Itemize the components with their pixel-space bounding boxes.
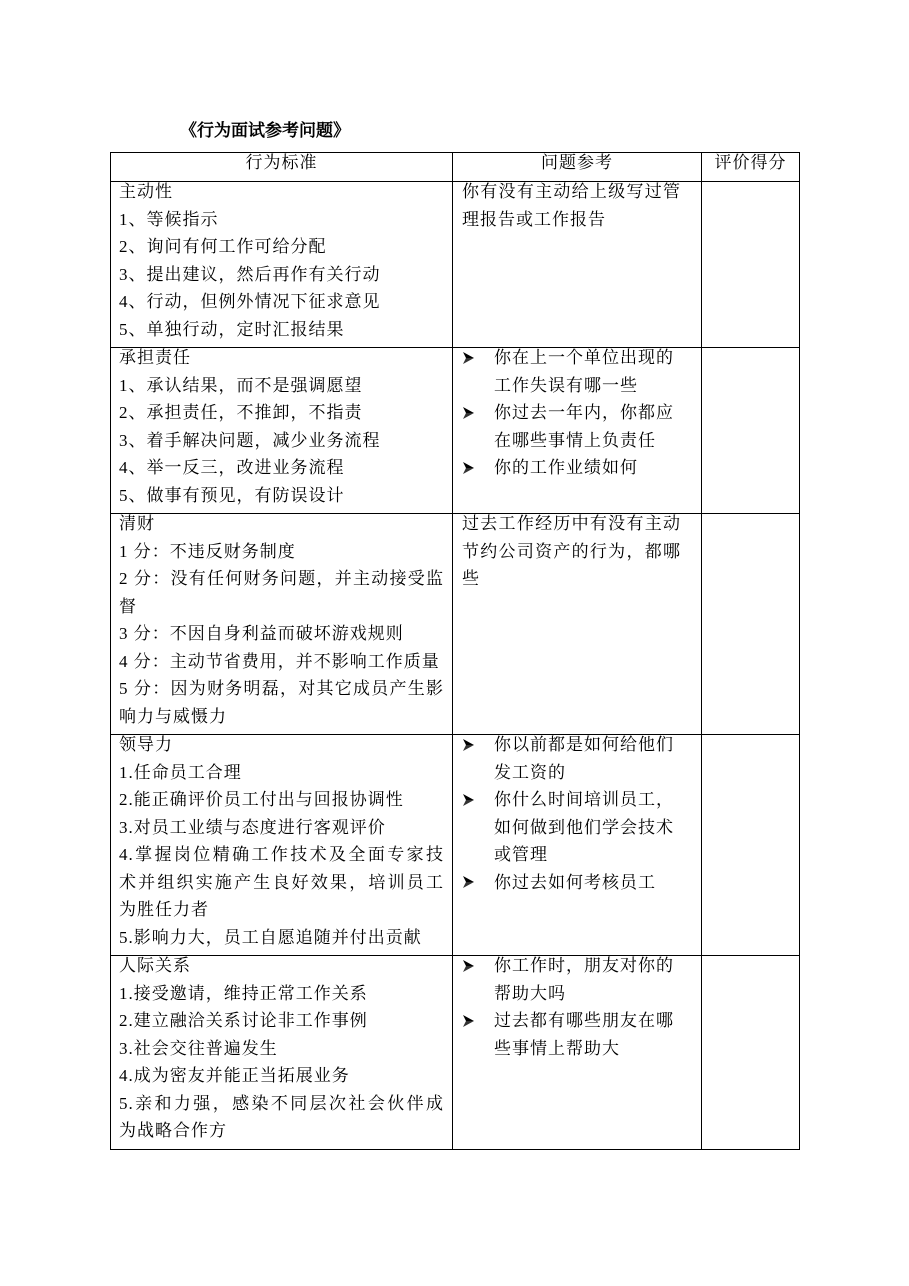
- question-bullet-text: [494, 735, 674, 787]
- bullet-marker: [462, 1007, 494, 1035]
- level-item: [119, 206, 444, 234]
- question-line: 些: [462, 569, 480, 588]
- level-item-line: 3.社会交往普遍发生: [119, 1038, 278, 1058]
- standard-content: [119, 182, 444, 344]
- question-bullet-text: [494, 786, 674, 869]
- level-item-line: 1.任命员工合理: [119, 762, 242, 782]
- level-item: [119, 233, 444, 261]
- standard-content: [119, 956, 444, 1145]
- question-bullet-text: [494, 1007, 674, 1062]
- table-row: [111, 182, 800, 348]
- questions-cell: [453, 735, 702, 956]
- question-line: 你在上一个单位出现的: [494, 348, 674, 367]
- question-line: 你有没有主动给上级写过管: [462, 182, 681, 201]
- header-score: [702, 153, 800, 182]
- standard-cell: [111, 348, 453, 514]
- table-header: [111, 153, 800, 182]
- score-cell: [702, 956, 800, 1150]
- level-item-line: 1 分：不违反财务制度: [119, 541, 296, 561]
- level-item: [119, 814, 444, 842]
- arrowhead-bullet-icon: [463, 352, 474, 364]
- criterion-title: 主动性: [119, 182, 173, 201]
- question-bullet: [462, 869, 681, 897]
- level-item: [119, 648, 444, 676]
- level-item-line: 2 分：没有任何财务问题，并主动接受监: [119, 569, 444, 588]
- question-line: 节约公司资产的行为，都哪: [462, 541, 681, 561]
- question-line: 过去工作经历中有没有主动: [462, 514, 681, 533]
- level-item-line: 2、询问有何工作可给分配: [119, 237, 327, 256]
- criterion-title: 人际关系: [119, 956, 191, 975]
- level-item: [119, 261, 444, 289]
- level-item: [119, 454, 444, 482]
- standard-content: [119, 735, 444, 952]
- level-item-line: 5、做事有预见，有防误设计: [119, 485, 345, 505]
- questions-cell: [453, 182, 702, 348]
- standard-cell: [111, 735, 453, 956]
- question-bullet: [462, 786, 681, 869]
- question-bullet-text: [494, 348, 674, 400]
- criterion-title: 领导力: [119, 735, 173, 754]
- level-item: [119, 565, 444, 620]
- level-item-line: 4.掌握岗位精确工作技术及全面专家技: [119, 845, 444, 864]
- level-item-line: 3、提出建议，然后再作有关行动: [119, 264, 381, 284]
- level-item-line: 为胜任力者: [119, 900, 209, 919]
- arrowhead-bullet-icon: [463, 794, 474, 806]
- level-item-line: 响力与威慑力: [119, 706, 227, 726]
- standard-cell: [111, 514, 453, 735]
- bullet-marker: [462, 399, 494, 427]
- level-item: [119, 399, 444, 427]
- question-bullet: [462, 735, 681, 787]
- level-item-line: 5 分：因为财务明磊，对其它成员产生影: [119, 679, 444, 698]
- level-item: [119, 980, 444, 1008]
- bullet-marker: [462, 786, 494, 814]
- question-bullet: [462, 399, 681, 454]
- standard-content: [119, 514, 444, 731]
- criterion-title: 承担责任: [119, 348, 191, 367]
- arrowhead-bullet-icon: [463, 960, 474, 972]
- behavior-interview-table: [110, 152, 800, 1150]
- level-item: [119, 786, 444, 814]
- standard-content: [119, 348, 444, 510]
- question-line: 理报告或工作报告: [462, 209, 606, 229]
- level-item: [119, 759, 444, 787]
- question-line: 如何做到他们学会技术: [494, 817, 674, 837]
- header-questions: [453, 153, 702, 182]
- bullet-marker: [462, 869, 494, 897]
- criterion-title: 清财: [119, 514, 155, 533]
- level-item-line: 2.建立融洽关系讨论非工作事例: [119, 1011, 368, 1030]
- level-item: [119, 538, 444, 566]
- level-item-line: 4 分：主动节省费用，并不影响工作质量: [119, 651, 440, 671]
- questions-content: [462, 735, 681, 897]
- level-item: [119, 620, 444, 648]
- question-bullet: [462, 454, 681, 482]
- question-paragraph: [462, 182, 681, 234]
- level-item: [119, 1035, 444, 1063]
- level-item-line: 督: [119, 596, 137, 616]
- question-bullet-text: [494, 956, 674, 1008]
- level-item-line: 1、承认结果，而不是强调愿望: [119, 375, 363, 395]
- level-item-line: 术并组织实施产生良好效果，培训员工: [119, 872, 444, 892]
- bullet-marker: [462, 454, 494, 482]
- question-line: 发工资的: [494, 762, 566, 782]
- level-item-line: 4、行动，但例外情况下征求意见: [119, 292, 381, 311]
- bullet-marker: [462, 956, 494, 980]
- level-item: [119, 1007, 444, 1035]
- standard-cell: [111, 956, 453, 1150]
- question-bullet-text: [494, 399, 674, 454]
- question-bullet: [462, 348, 681, 400]
- level-item-line: 4、举一反三，改进业务流程: [119, 458, 345, 477]
- questions-content: [462, 956, 681, 1063]
- header-standard: [111, 153, 453, 182]
- question-line: 你以前都是如何给他们: [494, 735, 674, 754]
- question-bullet: [462, 956, 681, 1008]
- questions-content: [462, 182, 681, 234]
- level-item-line: 3 分：不因自身利益而破坏游戏规则: [119, 624, 404, 643]
- level-item-line: 2.能正确评价员工付出与回报协调性: [119, 790, 404, 809]
- level-item-line: 1、等候指示: [119, 209, 219, 229]
- arrowhead-bullet-icon: [463, 876, 474, 888]
- arrowhead-bullet-icon: [463, 739, 474, 751]
- question-line: 或管理: [494, 845, 548, 864]
- level-item: [119, 924, 444, 952]
- level-item: [119, 316, 444, 344]
- level-item-line: 1.接受邀请，维持正常工作关系: [119, 983, 368, 1003]
- questions-cell: [453, 348, 702, 514]
- table-row: [111, 735, 800, 956]
- questions-cell: [453, 514, 702, 735]
- level-item: [119, 675, 444, 730]
- level-item-line: 为战略合作方: [119, 1121, 227, 1140]
- level-item-line: 2、承担责任，不推卸，不指责: [119, 403, 363, 422]
- level-item-line: 5、单独行动，定时汇报结果: [119, 319, 345, 339]
- arrowhead-bullet-icon: [463, 407, 474, 419]
- table-row: [111, 514, 800, 735]
- question-line: 些事情上帮助大: [494, 1038, 620, 1058]
- questions-cell: [453, 956, 702, 1150]
- score-cell: [702, 348, 800, 514]
- arrowhead-bullet-icon: [463, 462, 474, 474]
- question-line: 工作失误有哪一些: [494, 375, 638, 395]
- score-cell: [702, 735, 800, 956]
- level-item-line: 4.成为密友并能正当拓展业务: [119, 1066, 350, 1085]
- question-line: 你什么时间培训员工，: [494, 790, 674, 809]
- table-row: [111, 956, 800, 1150]
- header-standard-label: 行为标准: [245, 153, 318, 172]
- questions-content: [462, 348, 681, 482]
- question-bullet-text: [494, 454, 674, 482]
- level-item-line: 3.对员工业绩与态度进行客观评价: [119, 817, 386, 837]
- header-score-label: 评价得分: [714, 153, 787, 172]
- level-item: [119, 482, 444, 510]
- level-item: [119, 841, 444, 924]
- level-item-line: 5.亲和力强，感染不同层次社会伙伴成: [119, 1093, 444, 1113]
- question-line: 你过去一年内，你都应: [494, 403, 674, 422]
- question-bullet-text: [494, 869, 674, 897]
- score-cell: [702, 182, 800, 348]
- question-line: 你过去如何考核员工: [494, 872, 656, 892]
- level-item-line: 3、着手解决问题，减少业务流程: [119, 430, 381, 450]
- level-item-line: 5.影响力大，员工自愿追随并付出贡献: [119, 927, 422, 947]
- level-item: [119, 1062, 444, 1090]
- table-row: [111, 348, 800, 514]
- question-paragraph: [462, 514, 681, 593]
- document-title: 《行为面试参考问题》: [180, 121, 350, 140]
- header-questions-label: 问题参考: [541, 153, 613, 172]
- standard-cell: [111, 182, 453, 348]
- level-item: [119, 372, 444, 400]
- level-item: [119, 288, 444, 316]
- arrowhead-bullet-icon: [463, 1015, 474, 1027]
- table-body: [111, 182, 800, 1150]
- question-line: 过去都有哪些朋友在哪: [494, 1011, 674, 1030]
- questions-content: [462, 514, 681, 593]
- question-line: 帮助大吗: [494, 983, 566, 1003]
- question-bullet: [462, 1007, 681, 1062]
- question-line: 在哪些事情上负责任: [494, 430, 656, 450]
- score-cell: [702, 514, 800, 735]
- header-row: [111, 153, 800, 182]
- question-line: 你工作时，朋友对你的: [494, 956, 674, 975]
- level-item: [119, 427, 444, 455]
- bullet-marker: [462, 348, 494, 372]
- bullet-marker: [462, 735, 494, 759]
- level-item: [119, 1090, 444, 1145]
- question-line: 你的工作业绩如何: [494, 458, 638, 477]
